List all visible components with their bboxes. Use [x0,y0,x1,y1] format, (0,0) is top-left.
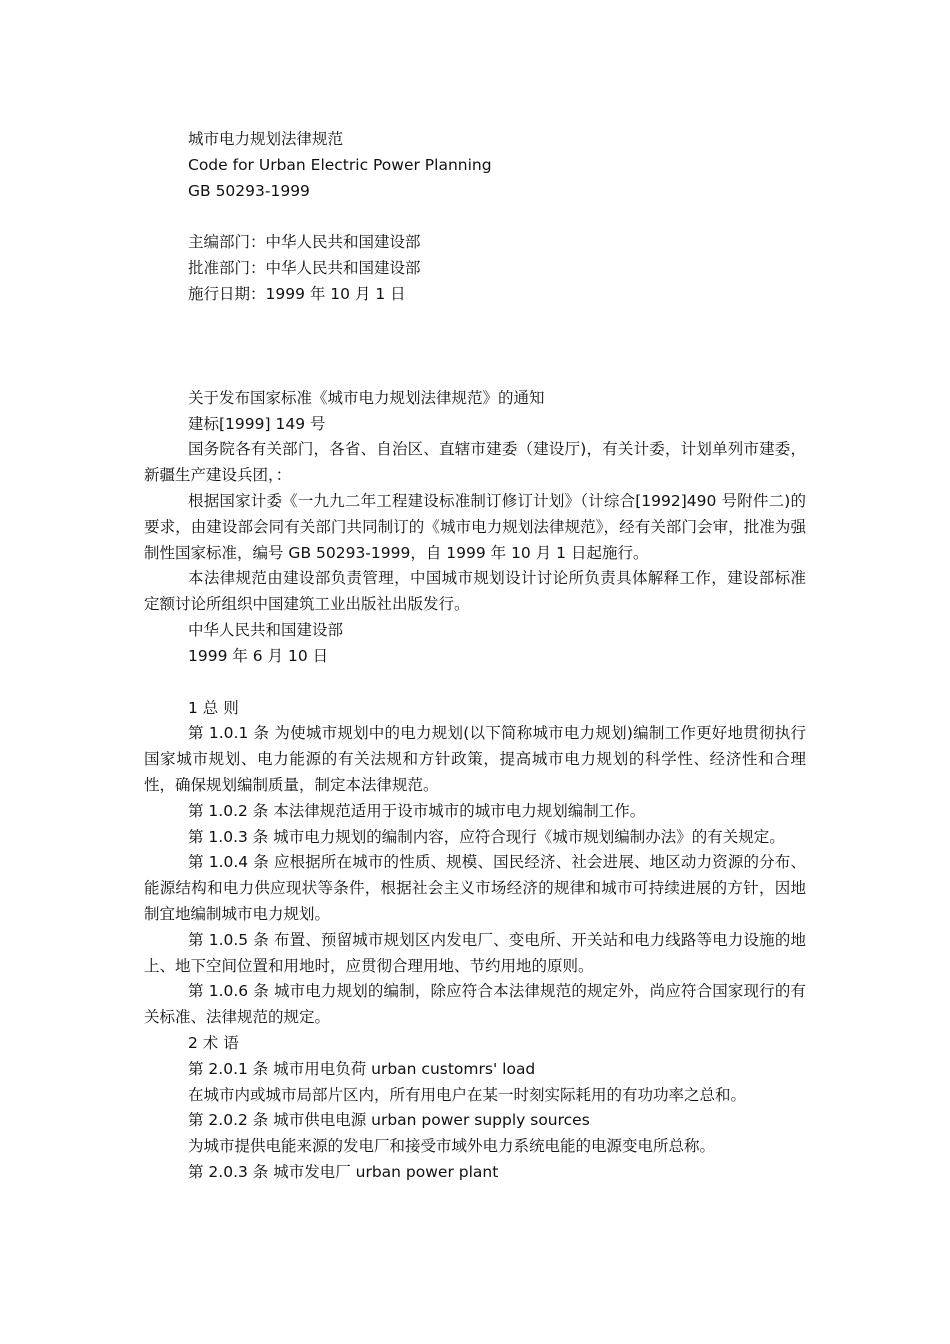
notice-title: 关于发布国家标准《城市电力规划法律规范》的通知 [188,388,545,407]
document-page [144,127,806,1186]
notice-issuer: 中华人民共和国建设部 [188,620,344,639]
chapter-heading: 2 术 语 [188,1033,239,1052]
article-1-0-6: 第 1.0.6 条 城市电力规划的编制，除应符合本法律规范的规定外，尚应符合国家现行的有关标准、法律规范的规定。 [144,982,806,1027]
spacer [144,204,806,230]
article-2-0-1: 第 2.0.1 条 城市用电负荷 urban customrs' load [188,1059,536,1078]
article-2-0-1-definition: 在城市内或城市局部片区内，所有用电户在某一时刻实际耗用的有功功率之总和。 [188,1085,747,1104]
notice-date: 1999 年 6 月 10 日 [188,646,329,665]
spacer [144,308,806,386]
effective-date: 施行日期：1999 年 10 月 1 日 [188,284,406,303]
chapter-heading: 1 总 则 [188,698,239,717]
article-1-0-5: 第 1.0.5 条 布置、预留城市规划区内发电厂、变电所、开关站和电力线路等电力设施的地上、地下空间位置和用地时，应贯彻合理用地、节约用地的原则。 [144,930,806,975]
article-2-0-2: 第 2.0.2 条 城市供电电源 urban power supply sources [188,1111,590,1130]
notice-number: 建标[1999] 149 号 [188,414,326,433]
document-title-cn: 城市电力规划法律规范 [188,130,344,148]
article-1-0-1: 第 1.0.1 条 为使城市规划中的电力规划(以下简称城市电力规划)编制工作更好地贯彻执行国家城市规划、电力能源的有关法规和方针政策，提高城市电力规划的科学性、经济性和合理性，确保规划编制质量，制定本法律规范。 [144,724,806,794]
approver-department: 批准部门：中华人民共和国建设部 [188,259,421,278]
notice-body-paragraph: 本法律规范由建设部负责管理，中国城市规划设计讨论所负责具体解释工作，建设部标准定额讨论所组织中国建筑工业出版社出版发行。 [144,569,806,614]
article-1-0-3: 第 1.0.3 条 城市电力规划的编制内容，应符合现行《城市规划编制办法》的有关规定。 [188,827,785,846]
notice-body-paragraph: 根据国家计委《一九九二年工程建设标准制订修订计划》（计综合[1992]490 号附件二)的要求，由建设部会同有关部门共同制订的《城市电力规划法律规范》，经有关部门会审，批准为强制性国家标准，编号 GB 50293-1999，自 1999 年 10 月 1 日起施行。 [144,491,806,562]
article-1-0-4: 第 1.0.4 条 应根据所在城市的性质、规模、国民经济、社会进展、地区动力资源的分布、能源结构和电力供应现状等条件，根据社会主义市场经济的规律和城市可持续进展的方针，因地制宜地编制城市电力规划。 [144,853,806,923]
editor-department: 主编部门：中华人民共和国建设部 [188,233,421,252]
article-1-0-2: 第 1.0.2 条 本法律规范适用于设市城市的城市电力规划编制工作。 [188,801,646,820]
standard-code: GB 50293-1999 [188,181,310,200]
article-2-0-3: 第 2.0.3 条 城市发电厂 urban power plant [188,1162,499,1181]
spacer [144,670,806,696]
notice-addressees: 国务院各有关部门，各省、自治区、直辖市建委（建设厅)，有关计委，计划单列市建委，新疆生产建设兵团，： [144,440,806,485]
article-2-0-2-definition: 为城市提供电能来源的发电厂和接受市域外电力系统电能的电源变电所总称。 [188,1137,716,1156]
document-title-en: Code for Urban Electric Power Planning [188,155,492,174]
